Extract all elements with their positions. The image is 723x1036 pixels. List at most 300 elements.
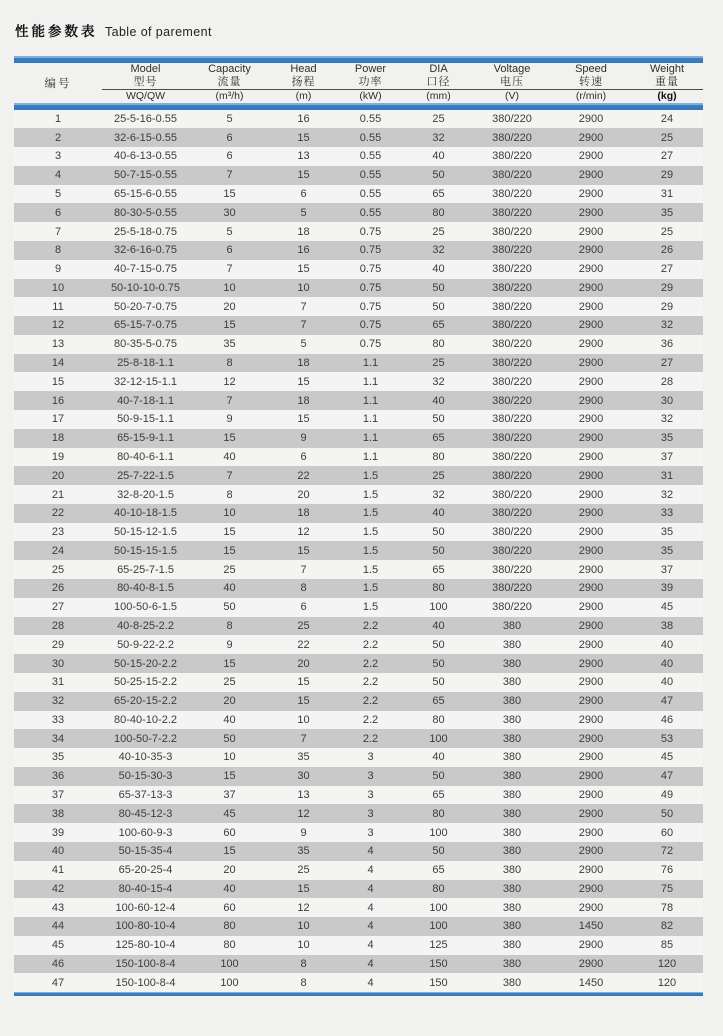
table-cell: 2.2 bbox=[362, 713, 379, 726]
table-cell: 2900 bbox=[578, 845, 604, 858]
table-cell: 2900 bbox=[578, 770, 604, 783]
table-cell: 65 bbox=[432, 695, 445, 708]
table-cell: 25 bbox=[432, 225, 445, 238]
table-row bbox=[14, 654, 703, 673]
table-cell: 29 bbox=[51, 638, 65, 651]
table-cell: 9 bbox=[226, 413, 233, 426]
table-cell: 6 bbox=[226, 150, 233, 163]
table-cell: 7 bbox=[300, 300, 307, 313]
table-cell: 25 bbox=[297, 864, 310, 877]
table-cell: 7 bbox=[54, 225, 62, 238]
table-cell: 37 bbox=[223, 789, 236, 802]
table-cell: 15 bbox=[297, 544, 310, 557]
table-cell: 36 bbox=[660, 338, 674, 351]
table-cell: 16 bbox=[51, 394, 65, 407]
table-cell: 33 bbox=[51, 713, 65, 726]
table-cell: 380/220 bbox=[492, 281, 532, 294]
table-cell: 29 bbox=[660, 281, 674, 294]
table-cell: 40 bbox=[660, 638, 674, 651]
col-unit-model: WQ/QW bbox=[125, 89, 166, 102]
table-cell: 40 bbox=[660, 676, 674, 689]
table-row bbox=[14, 955, 703, 974]
table-row bbox=[14, 767, 703, 786]
table-cell: 2.2 bbox=[362, 657, 379, 670]
table-row bbox=[14, 936, 703, 955]
table-cell: 32-6-16-0.75 bbox=[114, 244, 177, 257]
table-cell: 24 bbox=[660, 112, 674, 125]
table-row bbox=[14, 579, 703, 598]
table-cell: 1.5 bbox=[362, 469, 379, 482]
table-cell: 9 bbox=[226, 638, 233, 651]
table-cell: 5 bbox=[300, 338, 307, 351]
table-cell: 15 bbox=[223, 319, 236, 332]
table-cell: 28 bbox=[660, 375, 674, 388]
table-cell: 65 bbox=[432, 319, 445, 332]
table-row bbox=[14, 110, 703, 129]
table-row bbox=[14, 372, 703, 391]
table-cell: 380 bbox=[502, 732, 522, 745]
table-cell: 35 bbox=[660, 526, 674, 539]
table-cell: 7 bbox=[300, 563, 307, 576]
table-cell: 78 bbox=[660, 901, 674, 914]
table-cell: 1.5 bbox=[362, 601, 379, 614]
table-cell: 80 bbox=[432, 882, 445, 895]
table-cell: 15 bbox=[297, 413, 310, 426]
table-row bbox=[14, 466, 703, 485]
table-body bbox=[14, 110, 703, 993]
col-unit-voltage: (V) bbox=[505, 89, 519, 102]
table-cell: 37 bbox=[51, 789, 65, 802]
table-cell: 60 bbox=[223, 901, 236, 914]
table-row bbox=[14, 898, 703, 917]
table-cell: 60 bbox=[660, 826, 674, 839]
table-cell: 80-40-8-1.5 bbox=[117, 582, 174, 595]
table-cell: 2900 bbox=[578, 507, 604, 520]
table-cell: 2900 bbox=[578, 432, 604, 445]
table-cell: 72 bbox=[660, 845, 674, 858]
table-top-bar bbox=[14, 56, 703, 63]
table-cell: 2900 bbox=[578, 676, 604, 689]
col-header-power: Power 功率 bbox=[337, 63, 404, 89]
table-cell: 2900 bbox=[578, 188, 604, 201]
table-cell: 380 bbox=[502, 770, 522, 783]
table-cell: 65 bbox=[432, 188, 445, 201]
col-unit-dia: (mm) bbox=[426, 89, 451, 102]
table-cell: 28 bbox=[51, 619, 65, 632]
table-cell: 50-15-30-3 bbox=[118, 770, 173, 783]
table-cell: 19 bbox=[51, 450, 65, 463]
table-cell: 80 bbox=[223, 939, 236, 952]
table-cell: 82 bbox=[660, 920, 674, 933]
col-header-model: Model 型号 bbox=[102, 63, 189, 89]
table-cell: 1.5 bbox=[362, 488, 379, 501]
table-row bbox=[14, 842, 703, 861]
col-unit-weight: (kg) bbox=[657, 89, 677, 102]
table-cell: 47 bbox=[660, 695, 674, 708]
table-cell: 12 bbox=[297, 526, 310, 539]
table-cell: 50 bbox=[432, 676, 445, 689]
table-cell: 60 bbox=[223, 826, 236, 839]
table-cell: 380 bbox=[502, 845, 522, 858]
table-cell: 380/220 bbox=[492, 112, 532, 125]
table-row bbox=[14, 448, 703, 467]
table-cell: 35 bbox=[297, 751, 310, 764]
table-cell: 25-8-18-1.1 bbox=[117, 357, 174, 370]
table-cell: 380/220 bbox=[492, 582, 532, 595]
table-cell: 32 bbox=[432, 244, 445, 257]
table-cell: 380/220 bbox=[492, 169, 532, 182]
table-cell: 65 bbox=[432, 789, 445, 802]
table-cell: 10 bbox=[297, 281, 310, 294]
table-cell: 2900 bbox=[578, 169, 604, 182]
table-cell: 0.75 bbox=[359, 300, 382, 313]
table-cell: 2900 bbox=[578, 619, 604, 632]
table-cell: 38 bbox=[51, 807, 65, 820]
table-cell: 2900 bbox=[578, 789, 604, 802]
table-cell: 31 bbox=[660, 188, 674, 201]
table-cell: 380/220 bbox=[492, 263, 532, 276]
table-row bbox=[14, 485, 703, 504]
table-cell: 0.75 bbox=[359, 225, 382, 238]
table-cell: 31 bbox=[51, 676, 65, 689]
table-cell: 120 bbox=[657, 958, 677, 971]
table-cell: 0.75 bbox=[359, 319, 382, 332]
table-cell: 15 bbox=[297, 263, 310, 276]
table-cell: 25 bbox=[660, 225, 674, 238]
table-cell: 35 bbox=[660, 544, 674, 557]
table-cell: 380 bbox=[502, 920, 522, 933]
table-cell: 80 bbox=[432, 450, 445, 463]
col-unit-head: (m) bbox=[295, 89, 312, 102]
table-cell: 25 bbox=[51, 563, 65, 576]
table-cell: 32 bbox=[432, 375, 445, 388]
table-row bbox=[14, 823, 703, 842]
table-cell: 40-10-35-3 bbox=[118, 751, 173, 764]
table-cell: 2900 bbox=[578, 864, 604, 877]
table-cell: 380 bbox=[502, 882, 522, 895]
table-cell: 100 bbox=[429, 901, 448, 914]
table-cell: 40 bbox=[432, 150, 445, 163]
table-cell: 6 bbox=[300, 188, 307, 201]
table-cell: 2900 bbox=[578, 338, 604, 351]
table-cell: 3 bbox=[367, 826, 374, 839]
table-cell: 43 bbox=[51, 901, 65, 914]
table-cell: 380 bbox=[502, 619, 522, 632]
table-cell: 25-5-18-0.75 bbox=[114, 225, 177, 238]
table-cell: 50 bbox=[432, 169, 445, 182]
table-cell: 15 bbox=[297, 882, 310, 895]
table-cell: 50-15-15-1.5 bbox=[114, 544, 177, 557]
table-cell: 85 bbox=[660, 939, 674, 952]
table-row bbox=[14, 297, 703, 316]
table-cell: 21 bbox=[51, 488, 65, 501]
table-cell: 2900 bbox=[578, 657, 604, 670]
table-cell: 40 bbox=[432, 507, 445, 520]
table-header bbox=[14, 63, 703, 103]
table-cell: 150 bbox=[429, 958, 448, 971]
table-cell: 30 bbox=[51, 657, 65, 670]
table-cell: 7 bbox=[300, 732, 307, 745]
catalog-page bbox=[0, 20, 723, 996]
table-cell: 380/220 bbox=[492, 488, 532, 501]
table-row bbox=[14, 861, 703, 880]
table-cell: 65 bbox=[432, 432, 445, 445]
table-cell: 29 bbox=[660, 169, 674, 182]
table-cell: 150-100-8-4 bbox=[115, 976, 176, 989]
table-cell: 10 bbox=[297, 713, 310, 726]
table-cell: 2900 bbox=[578, 563, 604, 576]
table-cell: 100 bbox=[220, 976, 239, 989]
table-cell: 2900 bbox=[578, 526, 604, 539]
table-cell: 15 bbox=[51, 375, 65, 388]
table-cell: 100 bbox=[429, 826, 448, 839]
table-cell: 37 bbox=[660, 450, 674, 463]
table-cell: 6 bbox=[300, 601, 307, 614]
table-cell: 36 bbox=[51, 770, 65, 783]
table-row bbox=[14, 917, 703, 936]
table-cell: 1.5 bbox=[362, 582, 379, 595]
table-cell: 35 bbox=[51, 751, 65, 764]
table-cell: 2900 bbox=[578, 488, 604, 501]
table-cell: 100 bbox=[429, 732, 448, 745]
table-cell: 65 bbox=[432, 864, 445, 877]
table-cell: 44 bbox=[51, 920, 65, 933]
table-cell: 20 bbox=[223, 864, 236, 877]
table-cell: 2900 bbox=[578, 882, 604, 895]
table-cell: 32-6-15-0.55 bbox=[114, 131, 177, 144]
table-cell: 65-15-6-0.55 bbox=[114, 188, 177, 201]
table-cell: 15 bbox=[297, 131, 310, 144]
table-cell: 80-40-6-1.1 bbox=[117, 450, 174, 463]
table-bottom-line bbox=[14, 992, 703, 996]
table-cell: 25 bbox=[223, 563, 236, 576]
table-cell: 50 bbox=[223, 601, 236, 614]
col-header-head: Head 扬程 bbox=[270, 63, 337, 89]
table-cell: 45 bbox=[223, 807, 236, 820]
table-cell: 380/220 bbox=[492, 450, 532, 463]
table-cell: 25-5-16-0.55 bbox=[114, 112, 177, 125]
table-cell: 6 bbox=[54, 206, 62, 219]
table-cell: 1.1 bbox=[362, 394, 379, 407]
table-cell: 10 bbox=[223, 507, 236, 520]
table-cell: 2900 bbox=[578, 732, 604, 745]
table-cell: 26 bbox=[660, 244, 674, 257]
table-cell: 12 bbox=[51, 319, 65, 332]
table-cell: 80 bbox=[432, 807, 445, 820]
table-cell: 20 bbox=[51, 469, 65, 482]
col-unit-speed: (r/min) bbox=[575, 89, 607, 102]
table-cell: 47 bbox=[51, 976, 65, 989]
table-cell: 7 bbox=[226, 469, 233, 482]
col-unit-capacity: (m³/h) bbox=[215, 89, 244, 102]
table-cell: 18 bbox=[297, 507, 310, 520]
table-row bbox=[14, 260, 703, 279]
table-row bbox=[14, 504, 703, 523]
table-cell: 8 bbox=[226, 619, 233, 632]
table-cell: 380/220 bbox=[492, 150, 532, 163]
col-header-speed: Speed 转速 bbox=[551, 63, 631, 89]
table-cell: 0.75 bbox=[359, 338, 382, 351]
table-cell: 4 bbox=[367, 958, 374, 971]
table-cell: 14 bbox=[51, 357, 65, 370]
table-cell: 46 bbox=[51, 958, 65, 971]
table-cell: 25-7-22-1.5 bbox=[117, 469, 174, 482]
table-cell: 380/220 bbox=[492, 394, 532, 407]
table-cell: 80-40-15-4 bbox=[118, 882, 173, 895]
table-cell: 0.55 bbox=[359, 169, 382, 182]
table-row bbox=[14, 166, 703, 185]
table-cell: 2900 bbox=[578, 939, 604, 952]
table-row bbox=[14, 560, 703, 579]
table-cell: 17 bbox=[51, 413, 65, 426]
table-cell: 40 bbox=[223, 882, 236, 895]
table-cell: 50 bbox=[432, 300, 445, 313]
table-cell: 100-60-9-3 bbox=[118, 826, 173, 839]
table-cell: 25 bbox=[432, 469, 445, 482]
table-cell: 25 bbox=[223, 676, 236, 689]
table-cell: 50-9-22-2.2 bbox=[117, 638, 174, 651]
table-cell: 1.1 bbox=[362, 413, 379, 426]
table-cell: 380/220 bbox=[492, 319, 532, 332]
table-cell: 7 bbox=[226, 169, 233, 182]
table-cell: 1.1 bbox=[362, 432, 379, 445]
table-cell: 32 bbox=[432, 131, 445, 144]
table-cell: 40 bbox=[223, 450, 236, 463]
table-cell: 40 bbox=[432, 619, 445, 632]
table-row bbox=[14, 203, 703, 222]
table-cell: 150-100-8-4 bbox=[115, 958, 176, 971]
table-cell: 380 bbox=[502, 807, 522, 820]
table-cell: 4 bbox=[367, 976, 374, 989]
table-cell: 20 bbox=[223, 695, 236, 708]
table-cell: 2900 bbox=[578, 450, 604, 463]
table-cell: 13 bbox=[297, 150, 310, 163]
table-cell: 15 bbox=[223, 526, 236, 539]
table-row bbox=[14, 128, 703, 147]
table-cell: 2.2 bbox=[362, 695, 379, 708]
table-cell: 75 bbox=[660, 882, 674, 895]
table-cell: 0.75 bbox=[359, 263, 382, 276]
table-cell: 50-10-10-0.75 bbox=[110, 281, 181, 294]
table-row bbox=[14, 673, 703, 692]
table-cell: 10 bbox=[297, 939, 310, 952]
table-cell: 380 bbox=[502, 676, 522, 689]
table-cell: 5 bbox=[54, 188, 62, 201]
table-cell: 50 bbox=[432, 281, 445, 294]
table-row bbox=[14, 692, 703, 711]
table-cell: 2900 bbox=[578, 112, 604, 125]
page-title-en: Table of parement bbox=[104, 25, 212, 39]
table-cell: 10 bbox=[223, 751, 236, 764]
table-cell: 76 bbox=[660, 864, 674, 877]
table-cell: 2900 bbox=[578, 958, 604, 971]
table-cell: 32-8-20-1.5 bbox=[117, 488, 174, 501]
table-cell: 2900 bbox=[578, 695, 604, 708]
table-cell: 41 bbox=[51, 864, 65, 877]
page-title-cn: 性能参数表 bbox=[15, 24, 98, 39]
table-cell: 15 bbox=[223, 657, 236, 670]
table-cell: 2900 bbox=[578, 582, 604, 595]
table-cell: 15 bbox=[223, 770, 236, 783]
table-cell: 20 bbox=[297, 657, 310, 670]
table-cell: 380 bbox=[502, 713, 522, 726]
table-cell: 380/220 bbox=[492, 188, 532, 201]
table-cell: 380/220 bbox=[492, 507, 532, 520]
table-row bbox=[14, 729, 703, 748]
table-cell: 2900 bbox=[578, 826, 604, 839]
table-cell: 380/220 bbox=[492, 244, 532, 257]
table-cell: 380 bbox=[502, 958, 522, 971]
table-row bbox=[14, 598, 703, 617]
table-cell: 65-20-25-4 bbox=[118, 864, 173, 877]
table-cell: 2.2 bbox=[362, 732, 379, 745]
table-cell: 2900 bbox=[578, 751, 604, 764]
header-names-row bbox=[14, 63, 703, 89]
table-cell: 35 bbox=[660, 432, 674, 445]
table-row bbox=[14, 617, 703, 636]
table-cell: 380/220 bbox=[492, 563, 532, 576]
table-cell: 30 bbox=[223, 206, 236, 219]
table-cell: 15 bbox=[297, 695, 310, 708]
table-cell: 16 bbox=[297, 112, 310, 125]
table-cell: 15 bbox=[297, 169, 310, 182]
table-cell: 30 bbox=[660, 394, 674, 407]
table-cell: 0.75 bbox=[359, 281, 382, 294]
table-cell: 33 bbox=[660, 507, 674, 520]
table-cell: 40 bbox=[660, 657, 674, 670]
table-cell: 3 bbox=[54, 150, 62, 163]
table-cell: 8 bbox=[300, 976, 307, 989]
table-cell: 1.5 bbox=[362, 563, 379, 576]
table-cell: 50-15-20-2.2 bbox=[114, 657, 177, 670]
table-cell: 2900 bbox=[578, 375, 604, 388]
table-cell: 380/220 bbox=[492, 357, 532, 370]
table-cell: 100-80-10-4 bbox=[115, 920, 176, 933]
table-cell: 2900 bbox=[578, 131, 604, 144]
table-cell: 40 bbox=[432, 394, 445, 407]
table-cell: 40-8-25-2.2 bbox=[117, 619, 174, 632]
table-cell: 80 bbox=[432, 206, 445, 219]
table-cell: 7 bbox=[226, 394, 233, 407]
table-row bbox=[14, 391, 703, 410]
table-cell: 38 bbox=[660, 619, 674, 632]
table-row bbox=[14, 147, 703, 166]
page-title bbox=[15, 20, 723, 41]
table-cell: 150 bbox=[429, 976, 448, 989]
col-header-dia: DIA 口径 bbox=[404, 63, 473, 89]
table-cell: 0.55 bbox=[359, 150, 382, 163]
table-cell: 18 bbox=[297, 357, 310, 370]
table-cell: 40 bbox=[432, 751, 445, 764]
table-cell: 380 bbox=[502, 751, 522, 764]
table-cell: 6 bbox=[300, 450, 307, 463]
table-cell: 10 bbox=[223, 281, 236, 294]
table-cell: 5 bbox=[226, 112, 233, 125]
table-cell: 80 bbox=[223, 920, 236, 933]
table-cell: 0.55 bbox=[359, 206, 382, 219]
table-cell: 380 bbox=[502, 657, 522, 670]
table-cell: 15 bbox=[297, 676, 310, 689]
table-cell: 380/220 bbox=[492, 413, 532, 426]
table-cell: 12 bbox=[223, 375, 236, 388]
table-cell: 380/220 bbox=[492, 375, 532, 388]
table-cell: 100 bbox=[220, 958, 239, 971]
table-cell: 37 bbox=[660, 563, 674, 576]
table-cell: 50 bbox=[660, 807, 674, 820]
table-cell: 26 bbox=[51, 582, 65, 595]
table-cell: 10 bbox=[297, 920, 310, 933]
table-cell: 50 bbox=[432, 544, 445, 557]
